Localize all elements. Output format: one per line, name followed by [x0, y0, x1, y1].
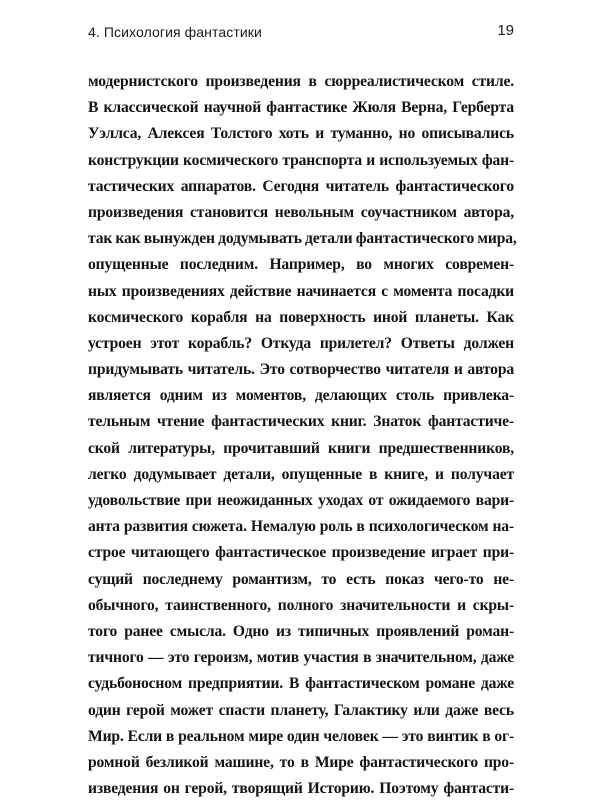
text-line: конструкции космического транспорта и используемых фан- [88, 151, 514, 169]
text-line: того ранее смысла. Одно из типичных проявлений роман- [88, 622, 514, 640]
text-line: ромной безликой машине, то в Мире фантастического про- [88, 753, 514, 771]
running-header [88, 20, 514, 44]
text-line: так как вынужден додумывать детали фантастического мира, [88, 230, 517, 248]
text-line: устроен этот корабль? Откуда прилетел? Ответы должен [88, 334, 514, 352]
text-line: анта развития сюжета. Немалую роль в психологическом на- [88, 518, 514, 536]
text-line: опущенные последним. Например, во многих современ- [88, 256, 514, 274]
text-line: тастических аппаратов. Сегодня читатель фантастического [88, 177, 514, 195]
text-line: Мир. Если в реальном мире один человек — это винтик в ог- [88, 727, 514, 745]
chapter-title: 4. Психология фантастики [88, 24, 262, 40]
text-line: изведения он герой, творящий Историю. Поэтому фантасти- [88, 780, 514, 798]
text-line: модернистского произведения в сюрреалистическом стиле. [88, 73, 514, 90]
text-line: обычного, таинственного, полного значительности и скры- [88, 596, 514, 614]
text-line: один герой может спасти планету, Галактику или даже весь [88, 701, 514, 719]
text-line: легко додумывает детали, опущенные в книге, и получает [88, 465, 514, 483]
text-line: ской литературы, прочитавший книги предшественников, [88, 439, 514, 457]
page-number: 19 [497, 22, 514, 39]
body-paragraph [88, 69, 517, 802]
text-line: судьбоносном предприятии. В фантастическом романе даже [88, 675, 514, 693]
text-line: ных произведениях действие начинается с момента посадки [88, 282, 514, 300]
text-line: В классической научной фантастике Жюля Верна, Герберта [88, 99, 514, 117]
text-line: тельным чтение фантастических книг. Знаток фантастиче- [88, 413, 514, 431]
text-line: удовольствие при неожиданных уходах от ожидаемого вари- [88, 492, 514, 509]
text-line: является одним из моментов, делающих столь привлека- [88, 387, 514, 405]
text-line: придумывать читатель. Это сотворчество читателя и автора [88, 361, 514, 379]
text-line: космического корабля на поверхность иной планеты. Как [88, 308, 514, 326]
text-line: произведения становится невольным соучастником автора, [88, 203, 514, 221]
text-line: Уэллса, Алексея Толстого хоть и туманно, но описывались [88, 125, 514, 143]
text-line: тичного — это героизм, мотив участия в значительном, даже [88, 649, 514, 667]
text-line: строе читающего фантастическое произведение играет при- [88, 544, 514, 562]
text-line: сущий последнему романтизм, то есть показ чего-то не- [88, 570, 514, 588]
